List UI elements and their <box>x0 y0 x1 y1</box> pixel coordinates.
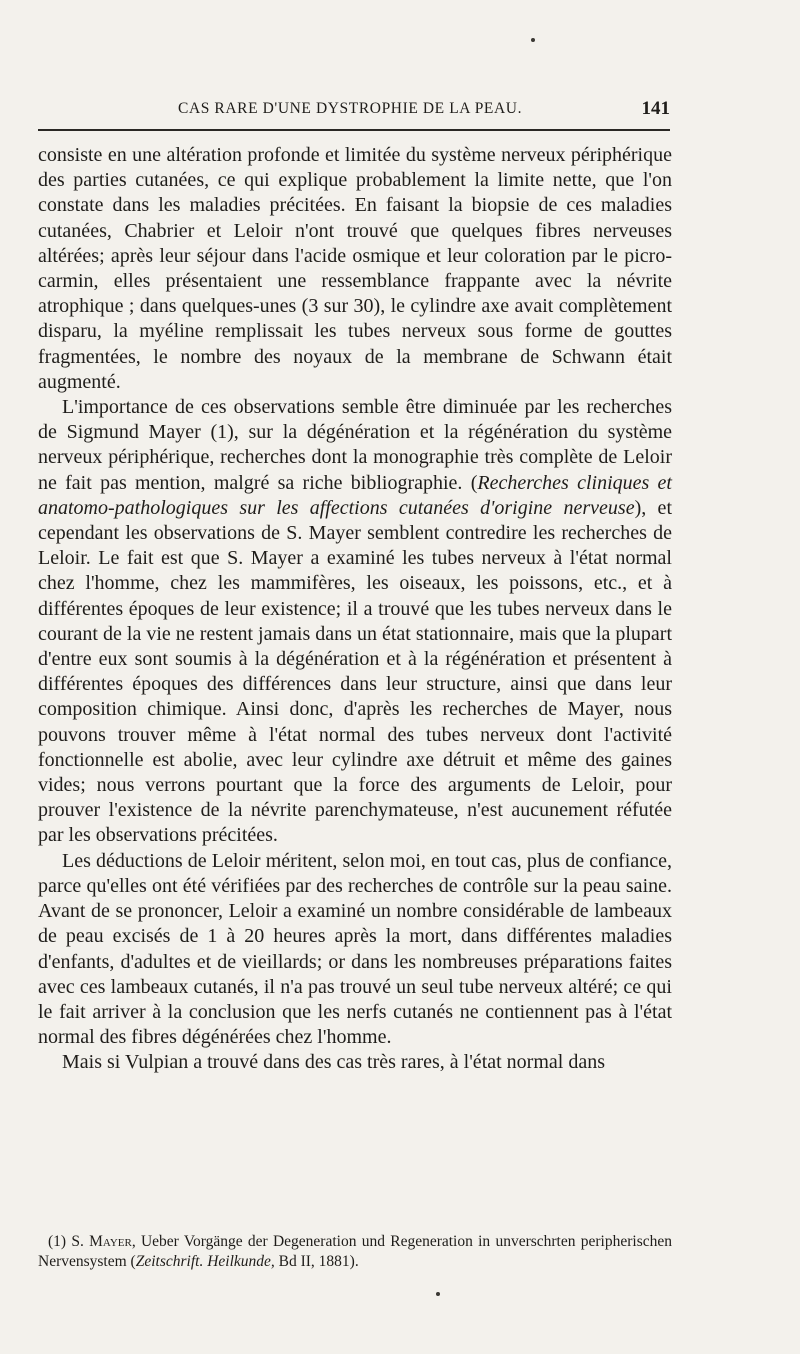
paragraph-1 <box>38 143 672 395</box>
paragraph-2 <box>38 395 672 849</box>
paper-speck <box>531 38 535 42</box>
footnote-journal: Zeitschrift. Heilkunde, <box>135 1253 275 1270</box>
paragraph-2-text-b: ), et cependant les observations de S. Mayer semblent contredire les recherches de Leloir. Le fait est que S. Mayer a examiné les tubes nerveux à l'état normal chez l'homme, chez les mammifères, les oiseaux, les poissons, etc., et à différentes époques de leur existence; il a trouvé que les tubes nerveux dans le courant de la vie ne restent jamais dans un état stationnaire, mais que la plupart d'entre eux sont soumis à la dégénération et à la régénération et présentent à différentes époques des différences dans leur structure, ainsi que dans leur composition chimique. Ainsi donc, d'après les recherches de Mayer, nous pouvons trouver même à l'état normal des tubes nerveux dont l'activité fonctionnelle est abolie, avec leur cylindre axe détruit et même des gaines vides; nous verrons pourtant que la force des arguments de Leloir, pour prouver l'existence de la névrite parenchymateuse, n'est aucunement réfutée par les observations précitées. <box>38 496 672 847</box>
paragraph-2-text-a: L'importance de ces observations semble être diminuée par les recherches de Sigmund Mayer (1), sur la dégénération et la régénération du système nerveux périphérique, recherches dont la monographie très complète de Leloir ne fait pas mention, malgré sa riche bibliographie. ( <box>38 396 672 494</box>
cited-work-title: Recherches cliniques et anatomo-pathologiques sur les affections cutanées d'origine nerveuse <box>38 471 672 519</box>
footnote-text-b: Bd II, 1881). <box>274 1253 359 1270</box>
paragraph-3-text: Les déductions de Leloir méritent, selon moi, en tout cas, plus de confiance, parce qu'elles ont été vérifiées par des recherches de contrôle sur la peau saine. Avant de se prononcer, Leloir a examiné un nombre considérable de lambeaux de peau excisés de 1 à 20 heures après la mort, dans différentes maladies d'enfants, d'adultes et de vieillards; or dans les nombreuses préparations faites avec ces lambeaux cutanés, il n'a pas trouvé un seul tube nerveux altéré; ce qui le fait arriver à la conclusion que les nerfs cutanés ne contiennent pas à l'état normal des fibres dégénérées chez l'homme. <box>38 849 672 1049</box>
running-head <box>38 100 670 126</box>
footnote-author: Mayer <box>89 1233 132 1250</box>
paragraph-4 <box>38 1050 672 1075</box>
running-title: CAS RARE D'UNE DYSTROPHIE DE LA PEAU. <box>178 100 523 117</box>
footnote <box>38 1232 672 1272</box>
footnote-text-a: , Ueber Vorgänge der Degeneration und Regeneration in unverschrten peripherischen Nervensystem ( <box>38 1233 672 1270</box>
header-rule <box>38 129 670 131</box>
body-text <box>38 143 672 1076</box>
paragraph-3 <box>38 849 672 1051</box>
footnote-marker: (1) S. <box>48 1233 90 1250</box>
paragraph-1-text: consiste en une altération profonde et limitée du système nerveux périphérique des parties cutanées, ce qui explique probablement la limite nette, que l'on constate dans les maladies précitées. En faisant la biopsie de ces maladies cutanées, Chabrier et Leloir n'ont trouvé que quelques fibres nerveuses altérées; après leur séjour dans l'acide osmique et leur coloration par le picro-carmin, elles présentaient une ressemblance frappante avec la névrite atrophique ; dans quelques-unes (3 sur 30), le cylindre axe avait complètement disparu, la myéline remplissait les tubes nerveux sous forme de gouttes fragmentées, le nombre des noyaux de la membrane de Schwann était augmenté. <box>38 144 672 393</box>
paragraph-4-text: Mais si Vulpian a trouvé dans des cas très rares, à l'état normal dans <box>62 1051 605 1074</box>
page-number: 141 <box>641 98 670 119</box>
paper-speck <box>436 1292 440 1296</box>
